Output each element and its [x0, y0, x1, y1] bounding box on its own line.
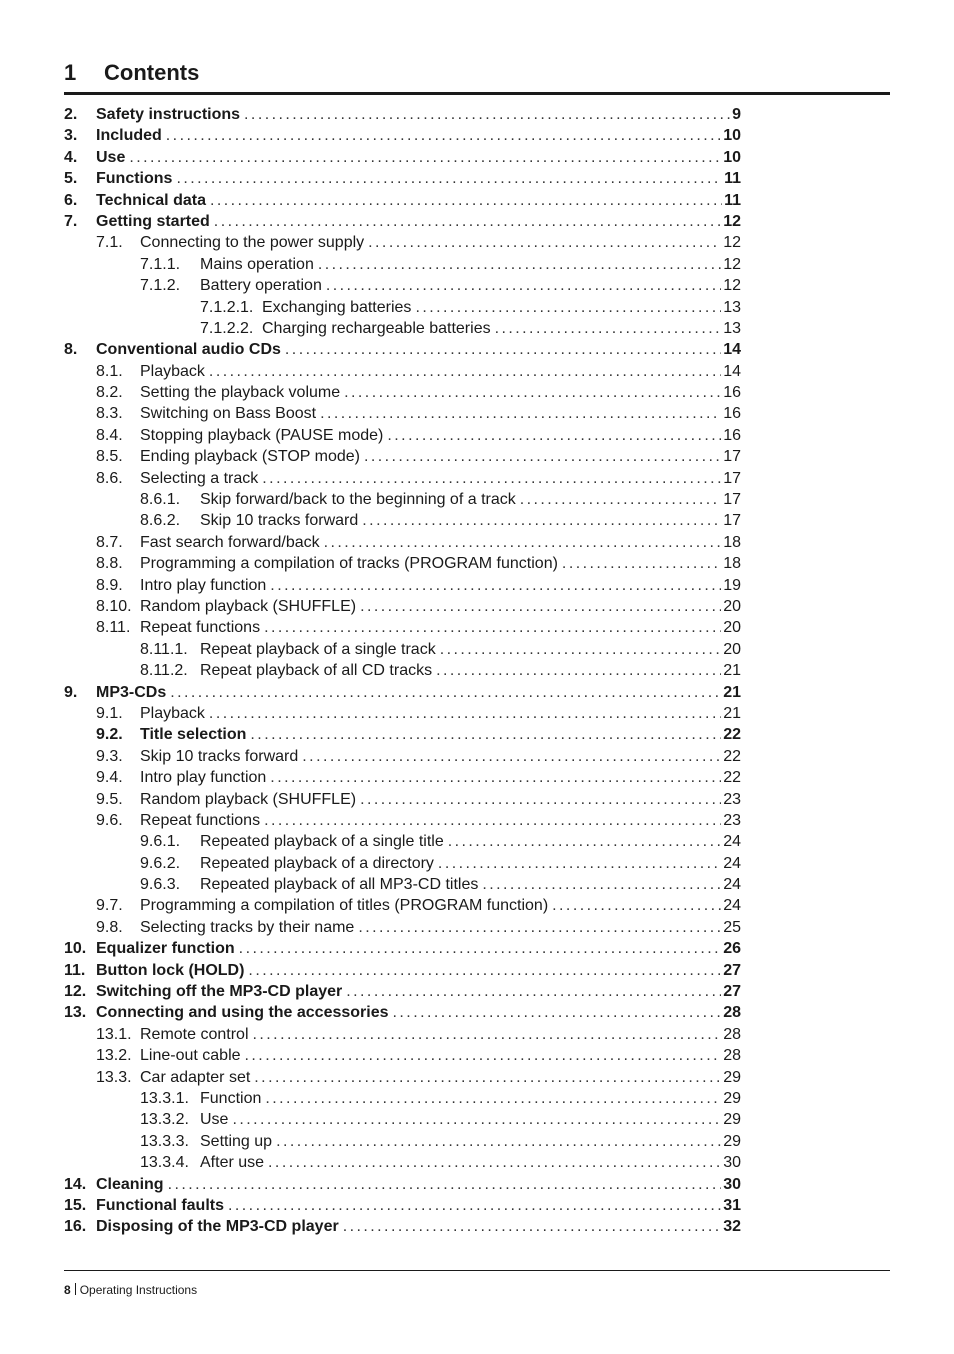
toc-entry[interactable]	[64, 403, 741, 424]
toc-entry-page: 23	[723, 811, 741, 829]
dot-leader	[228, 1195, 721, 1216]
toc-entry-page: 12	[723, 234, 741, 252]
toc-entry-title: Setting up	[200, 1132, 273, 1150]
toc-entry-number: 7.1.2.1.	[200, 298, 254, 316]
toc-entry-number: 9.2.	[96, 726, 123, 744]
dot-leader	[482, 874, 721, 895]
toc-entry[interactable]	[64, 468, 741, 489]
contents-heading	[64, 60, 890, 95]
toc-entry[interactable]	[64, 639, 741, 660]
toc-entry[interactable]	[64, 297, 741, 318]
toc-entry-number: 8.5.	[96, 448, 123, 466]
toc-entry-title: Getting started	[96, 212, 210, 230]
toc-entry-number: 8.9.	[96, 576, 123, 594]
toc-entry[interactable]	[64, 190, 741, 211]
toc-entry-title: Random playback (SHUFFLE)	[140, 790, 357, 808]
toc-entry-page: 18	[723, 555, 741, 573]
dot-leader	[346, 981, 721, 1002]
toc-entry-title: Playback	[140, 704, 205, 722]
toc-entry-title: Disposing of the MP3-CD player	[96, 1218, 339, 1236]
dot-leader	[436, 660, 721, 681]
dot-leader	[276, 1131, 721, 1152]
heading-title: Contents	[104, 60, 200, 85]
dot-leader	[239, 938, 722, 959]
dot-leader	[438, 853, 721, 874]
dot-leader	[270, 767, 721, 788]
toc-entry-title: Remote control	[140, 1025, 249, 1043]
dot-leader	[166, 125, 721, 146]
toc-entry[interactable]	[64, 917, 741, 938]
toc-entry-number: 8.7.	[96, 533, 123, 551]
toc-entry-title: Switching off the MP3-CD player	[96, 983, 343, 1001]
toc-entry[interactable]	[64, 510, 741, 531]
toc-entry-page: 31	[723, 1196, 741, 1214]
toc-entry-page: 30	[723, 1175, 741, 1193]
toc-entry[interactable]	[64, 810, 741, 831]
dot-leader	[253, 1024, 722, 1045]
toc-entry-title: After use	[200, 1154, 265, 1172]
dot-leader	[264, 810, 721, 831]
toc-entry-number: 7.1.1.	[140, 255, 181, 273]
toc-entry-page: 17	[723, 448, 741, 466]
toc-entry-title: Switching on Bass Boost	[140, 405, 317, 423]
dot-leader	[129, 147, 721, 168]
toc-entry[interactable]	[64, 831, 741, 852]
toc-entry-page: 28	[723, 1047, 741, 1065]
toc-entry-page: 11	[724, 170, 741, 188]
toc-entry-number: 10.	[64, 940, 87, 958]
toc-entry[interactable]	[64, 895, 741, 916]
toc-entry-page: 18	[723, 533, 741, 551]
toc-entry-number: 11.	[64, 961, 86, 979]
toc-entry[interactable]	[64, 703, 741, 724]
dot-leader	[302, 746, 721, 767]
toc-entry[interactable]	[64, 1195, 741, 1216]
toc-entry-page: 21	[723, 662, 741, 680]
dot-leader	[415, 297, 721, 318]
toc-entry-number: 9.5.	[96, 790, 123, 808]
toc-entry-number: 7.	[64, 212, 78, 230]
toc-entry-number: 13.	[64, 1004, 87, 1022]
dot-leader	[393, 1002, 722, 1023]
toc-entry-number: 7.1.2.	[140, 277, 181, 295]
toc-entry-number: 8.6.1.	[140, 491, 181, 509]
dot-leader	[268, 1152, 721, 1173]
toc-entry-page: 28	[723, 1004, 741, 1022]
dot-leader	[254, 1067, 721, 1088]
toc-entry-page: 24	[723, 854, 741, 872]
toc-entry-number: 13.3.4.	[140, 1154, 189, 1172]
toc-entry-number: 13.3.1.	[140, 1089, 189, 1107]
footer-label: Operating Instructions	[79, 1283, 198, 1297]
toc-entry[interactable]	[64, 1045, 741, 1066]
dot-leader	[210, 190, 722, 211]
dot-leader	[170, 682, 721, 703]
toc-entry[interactable]	[64, 682, 741, 703]
dot-leader	[270, 575, 721, 596]
toc-entry-page: 12	[723, 277, 741, 295]
toc-entry-page: 10	[723, 148, 741, 166]
dot-leader	[176, 168, 722, 189]
toc-entry-page: 22	[723, 726, 741, 744]
toc-entry[interactable]	[64, 339, 741, 360]
toc-entry-number: 9.6.3.	[140, 876, 181, 894]
toc-entry-page: 9	[732, 106, 741, 123]
toc-entry-title: Repeat playback of all CD tracks	[200, 662, 433, 680]
toc-entry[interactable]	[64, 746, 741, 767]
toc-entry-title: Battery operation	[200, 277, 322, 295]
toc-entry[interactable]	[64, 789, 741, 810]
toc-entry-title: Mains operation	[200, 255, 314, 273]
toc-entry-number: 9.	[64, 683, 78, 701]
footer-page-number: 8	[64, 1283, 71, 1297]
toc-entry-number: 9.6.2.	[140, 854, 181, 872]
toc-entry-number: 6.	[64, 191, 78, 209]
toc-entry-number: 8.1.	[96, 362, 123, 380]
toc-entry-page: 12	[723, 212, 741, 230]
toc-entry-page: 17	[723, 512, 741, 530]
toc-entry[interactable]	[64, 575, 741, 596]
toc-entry-page: 32	[723, 1218, 741, 1236]
toc-entry[interactable]	[64, 767, 741, 788]
toc-entry[interactable]	[64, 489, 741, 510]
toc-entry-number: 8.11.2.	[140, 662, 188, 680]
dot-leader	[244, 104, 730, 125]
toc-entry-number: 9.6.1.	[140, 833, 181, 851]
toc-entry[interactable]	[64, 104, 741, 125]
toc-entry-page: 17	[723, 469, 741, 487]
toc-entry[interactable]	[64, 275, 741, 296]
dot-leader	[362, 510, 721, 531]
toc-entry[interactable]	[64, 874, 741, 895]
toc-entry-page: 17	[723, 491, 741, 509]
toc-entry-number: 8.6.2.	[140, 512, 181, 530]
toc-entry-page: 16	[723, 384, 741, 402]
toc-entry-page: 29	[723, 1089, 741, 1107]
toc-entry-number: 7.1.	[96, 234, 123, 252]
toc-entry-title: Programming a compilation of titles (PROGRAM function)	[140, 897, 549, 915]
toc-entry-title: Functional faults	[96, 1196, 224, 1214]
dot-leader	[320, 403, 721, 424]
toc-entry-number: 15.	[64, 1196, 87, 1214]
toc-entry-page: 27	[723, 983, 741, 1001]
toc-entry-page: 13	[723, 298, 741, 316]
toc-entry[interactable]	[64, 1152, 741, 1173]
toc-entry[interactable]	[64, 211, 741, 232]
toc-entry-title: Skip 10 tracks forward	[200, 512, 359, 530]
toc-entry-number: 2.	[64, 106, 78, 123]
toc-entry-page: 20	[723, 640, 741, 658]
toc-entry[interactable]	[64, 960, 741, 981]
toc-entry-page: 19	[723, 576, 741, 594]
toc-entry-page: 12	[723, 255, 741, 273]
toc-entry-number: 9.4.	[96, 769, 123, 787]
toc-entry-title: Use	[96, 148, 126, 166]
toc-entry[interactable]	[64, 1024, 741, 1045]
dot-leader	[495, 318, 722, 339]
toc-entry-page: 28	[723, 1025, 741, 1043]
toc-entry-title: Random playback (SHUFFLE)	[140, 597, 357, 615]
toc-entry-title: Selecting tracks by their name	[140, 918, 355, 936]
toc-entry-page: 23	[723, 790, 741, 808]
toc-entry[interactable]	[64, 553, 741, 574]
toc-entry-page: 10	[723, 127, 741, 145]
toc-entry-number: 8.11.1.	[140, 640, 188, 658]
dot-leader	[209, 703, 721, 724]
toc-entry-number: 8.8.	[96, 555, 123, 573]
page-footer	[64, 1270, 890, 1297]
dot-leader	[344, 382, 721, 403]
toc-entry-title: Setting the playback volume	[140, 384, 341, 402]
toc-entry-number: 5.	[64, 170, 78, 188]
toc-entry-number: 9.6.	[96, 811, 123, 829]
toc-entry-page: 22	[723, 769, 741, 787]
dot-leader	[552, 895, 721, 916]
toc-entry-number: 8.2.	[96, 384, 123, 402]
toc-entry-number: 13.1.	[96, 1025, 132, 1043]
toc-entry-title: Repeated playback of a directory	[200, 854, 434, 872]
toc-entry-title: Ending playback (STOP mode)	[140, 448, 360, 466]
dot-leader	[368, 232, 721, 253]
toc-entry-title: Repeat playback of a single track	[200, 640, 436, 658]
dot-leader	[248, 960, 721, 981]
toc-entry-title: Skip forward/back to the beginning of a track	[200, 491, 516, 509]
toc-entry-page: 11	[724, 191, 741, 209]
dot-leader	[562, 553, 721, 574]
dot-leader	[250, 724, 721, 745]
toc-entry[interactable]	[64, 1174, 741, 1195]
toc-entry-title: Fast search forward/back	[140, 533, 320, 551]
toc-entry-title: Programming a compilation of tracks (PROGRAM function)	[140, 555, 558, 573]
toc-entry-title: Functions	[96, 170, 173, 188]
toc-entry-page: 14	[723, 362, 741, 380]
toc-entry[interactable]	[64, 1131, 741, 1152]
heading-number: 1	[64, 60, 77, 85]
toc-entry-page: 20	[723, 597, 741, 615]
toc-entry-title: Included	[96, 127, 162, 145]
toc-entry-number: 13.2.	[96, 1047, 132, 1065]
toc-entry-number: 12.	[64, 983, 87, 1001]
table-of-contents	[64, 104, 741, 1238]
dot-leader	[209, 361, 721, 382]
toc-entry[interactable]	[64, 425, 741, 446]
toc-entry[interactable]	[64, 853, 741, 874]
toc-entry-title: Button lock (HOLD)	[96, 961, 245, 979]
dot-leader	[326, 275, 721, 296]
dot-leader	[324, 532, 722, 553]
dot-leader	[265, 1088, 721, 1109]
toc-entry[interactable]	[64, 318, 741, 339]
dot-leader	[387, 425, 721, 446]
toc-entry-number: 9.1.	[96, 704, 123, 722]
toc-entry-page: 29	[723, 1111, 741, 1129]
toc-entry-title: Selecting a track	[140, 469, 259, 487]
dot-leader	[343, 1216, 722, 1237]
toc-entry-page: 16	[723, 405, 741, 423]
toc-entry-number: 16.	[64, 1218, 87, 1236]
toc-entry-title: Cleaning	[96, 1175, 164, 1193]
toc-entry-number: 4.	[64, 148, 78, 166]
toc-entry-number: 13.3.	[96, 1068, 132, 1086]
toc-entry-title: Technical data	[96, 191, 206, 209]
toc-entry-page: 24	[723, 833, 741, 851]
dot-leader	[448, 831, 721, 852]
toc-entry-title: Equalizer function	[96, 940, 235, 958]
toc-entry-number: 3.	[64, 127, 78, 145]
toc-entry[interactable]	[64, 1002, 741, 1023]
toc-entry[interactable]	[64, 724, 741, 745]
dot-leader	[364, 446, 721, 467]
toc-entry[interactable]	[64, 254, 741, 275]
toc-entry-page: 21	[723, 683, 741, 701]
toc-entry[interactable]	[64, 147, 741, 168]
dot-leader	[262, 468, 721, 489]
toc-entry-title: Line-out cable	[140, 1047, 241, 1065]
toc-entry[interactable]	[64, 232, 741, 253]
dot-leader	[264, 617, 721, 638]
toc-entry[interactable]	[64, 125, 741, 146]
toc-entry[interactable]	[64, 1216, 741, 1237]
toc-entry-page: 26	[723, 940, 741, 958]
toc-entry-page: 24	[723, 876, 741, 894]
toc-entry-title: MP3-CDs	[96, 683, 167, 701]
toc-entry-number: 8.11.	[96, 619, 131, 637]
toc-entry[interactable]	[64, 382, 741, 403]
toc-entry-title: Repeated playback of a single title	[200, 833, 444, 851]
toc-entry-number: 9.3.	[96, 747, 123, 765]
toc-entry-title: Title selection	[140, 726, 247, 744]
toc-entry[interactable]	[64, 1109, 741, 1130]
toc-entry-number: 9.8.	[96, 918, 123, 936]
toc-entry-title: Intro play function	[140, 769, 267, 787]
toc-entry-number: 8.3.	[96, 405, 123, 423]
toc-entry-number: 13.3.3.	[140, 1132, 189, 1150]
toc-entry[interactable]	[64, 660, 741, 681]
toc-entry[interactable]	[64, 981, 741, 1002]
dot-leader	[358, 917, 721, 938]
dot-leader	[232, 1109, 721, 1130]
toc-entry-title: Connecting to the power supply	[140, 234, 365, 252]
toc-entry-page: 29	[723, 1132, 741, 1150]
toc-entry[interactable]	[64, 1067, 741, 1088]
toc-entry-page: 13	[723, 319, 741, 337]
toc-entry-page: 21	[723, 704, 741, 722]
toc-entry-page: 29	[723, 1068, 741, 1086]
toc-entry-number: 8.6.	[96, 469, 123, 487]
dot-leader	[360, 789, 721, 810]
toc-entry-title: Safety instructions	[96, 106, 241, 123]
toc-entry-title: Skip 10 tracks forward	[140, 747, 299, 765]
toc-entry-page: 30	[723, 1154, 741, 1172]
dot-leader	[360, 596, 721, 617]
toc-entry[interactable]	[64, 938, 741, 959]
toc-entry-number: 8.	[64, 341, 78, 359]
toc-entry-page: 20	[723, 619, 741, 637]
toc-entry[interactable]	[64, 1088, 741, 1109]
toc-entry-page: 14	[723, 341, 741, 359]
toc-entry-title: Stopping playback (PAUSE mode)	[140, 426, 384, 444]
toc-entry-title: Use	[200, 1111, 229, 1129]
toc-entry-title: Conventional audio CDs	[96, 341, 281, 359]
toc-entry-number: 14.	[64, 1175, 87, 1193]
toc-entry-number: 8.4.	[96, 426, 123, 444]
toc-entry-title: Charging rechargeable batteries	[262, 319, 491, 337]
toc-entry-number: 7.1.2.2.	[200, 319, 254, 337]
toc-entry[interactable]	[64, 361, 741, 382]
footer-separator	[75, 1283, 76, 1295]
toc-entry-page: 24	[723, 897, 741, 915]
toc-entry-page: 22	[723, 747, 741, 765]
dot-leader	[285, 339, 721, 360]
toc-entry-title: Repeated playback of all MP3-CD titles	[200, 876, 479, 894]
toc-entry[interactable]	[64, 168, 741, 189]
toc-entry-title: Repeat functions	[140, 811, 261, 829]
dot-leader	[245, 1045, 722, 1066]
toc-entry-title: Car adapter set	[140, 1068, 251, 1086]
toc-entry-page: 25	[723, 918, 741, 936]
toc-entry-page: 27	[723, 961, 741, 979]
dot-leader	[214, 211, 721, 232]
dot-leader	[168, 1174, 722, 1195]
toc-entry-page: 16	[723, 426, 741, 444]
toc-entry-title: Exchanging batteries	[262, 298, 412, 316]
toc-entry-title: Connecting and using the accessories	[96, 1004, 389, 1022]
toc-entry[interactable]	[64, 532, 741, 553]
dot-leader	[520, 489, 721, 510]
toc-entry-number: 9.7.	[96, 897, 123, 915]
toc-entry-title: Function	[200, 1089, 262, 1107]
toc-entry-title: Playback	[140, 362, 205, 380]
toc-entry[interactable]	[64, 446, 741, 467]
toc-entry-title: Repeat functions	[140, 619, 261, 637]
toc-entry[interactable]	[64, 617, 741, 638]
toc-entry[interactable]	[64, 596, 741, 617]
toc-entry-number: 8.10.	[96, 597, 132, 615]
dot-leader	[318, 254, 721, 275]
toc-entry-number: 13.3.2.	[140, 1111, 189, 1129]
toc-entry-title: Intro play function	[140, 576, 267, 594]
dot-leader	[440, 639, 722, 660]
